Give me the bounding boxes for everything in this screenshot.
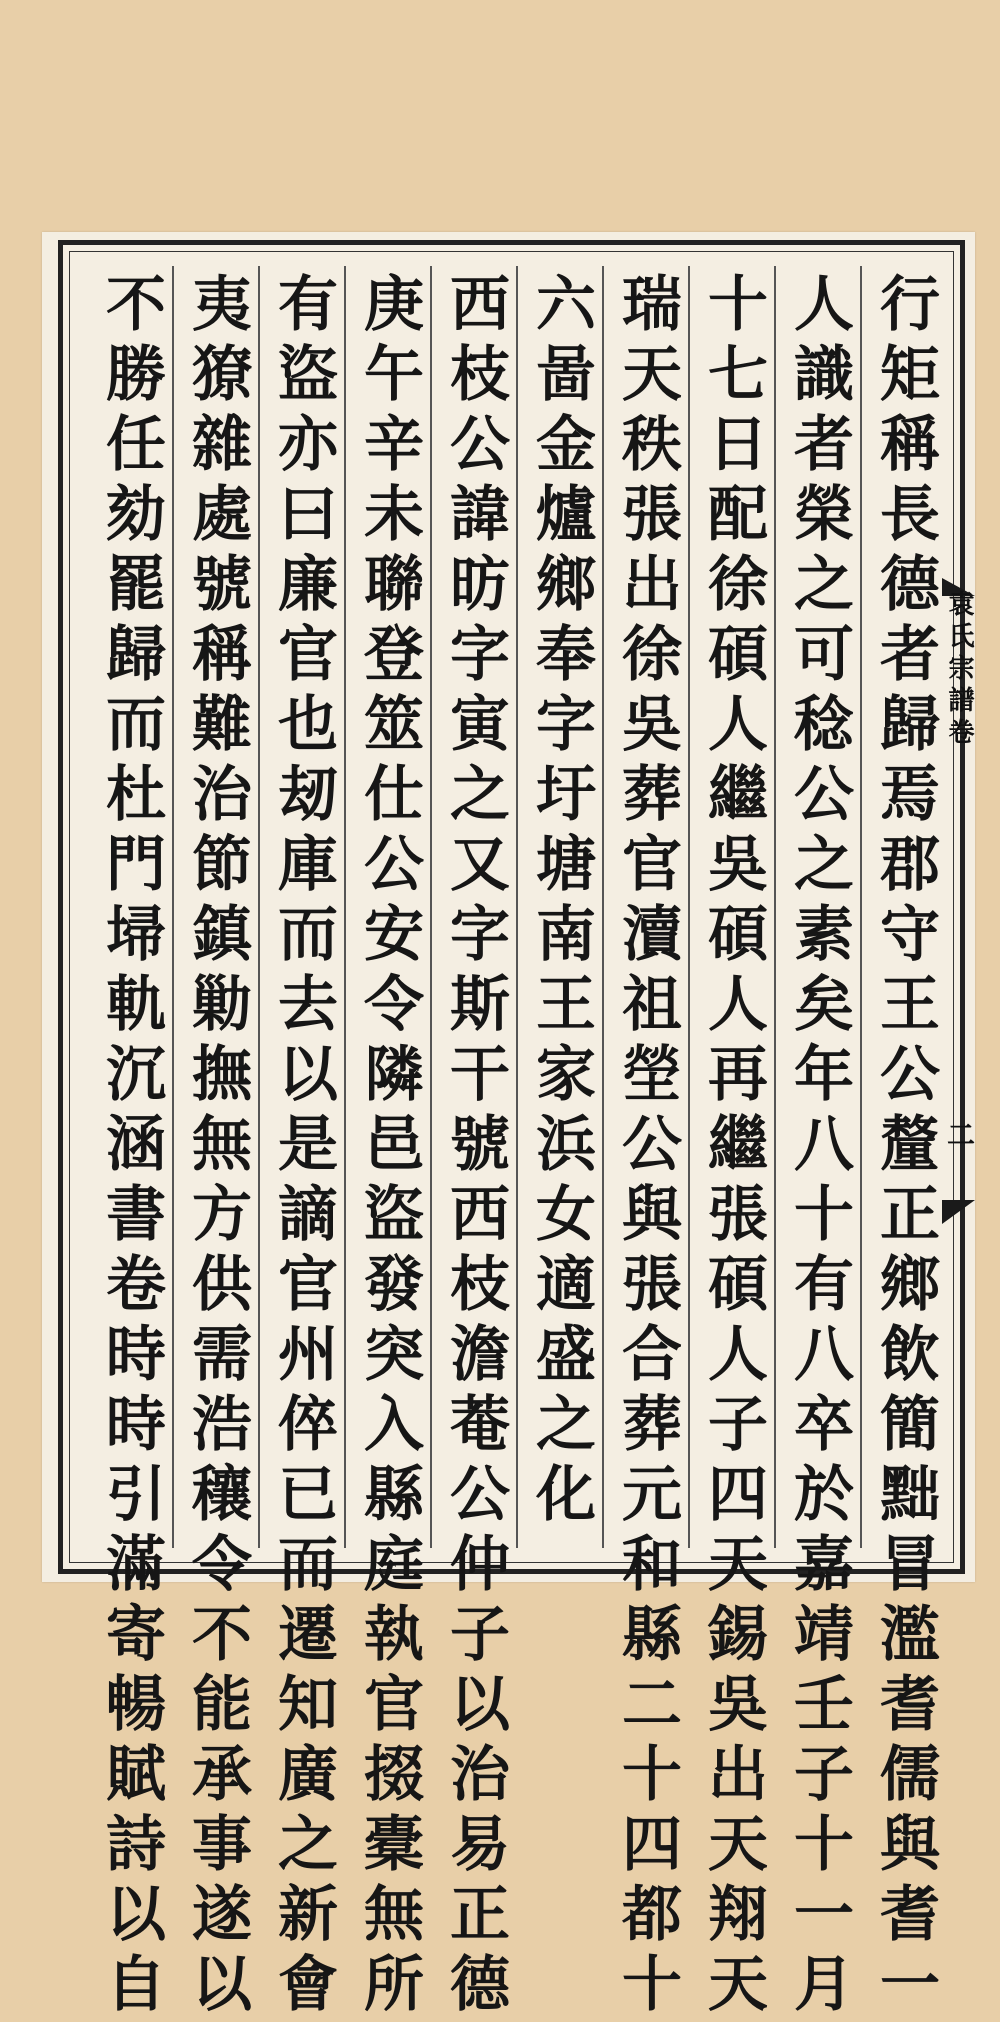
fish-tail-bottom-mark — [942, 1200, 975, 1224]
column-divider — [860, 266, 862, 1548]
banxin-strip — [942, 240, 975, 1574]
page-border-frame — [58, 240, 965, 2022]
column-divider — [774, 266, 776, 1548]
text-column-9: 夷獠雜處號稱難治節鎮勦撫無方供需浩穰令不能承事遂以 — [182, 272, 252, 2022]
text-column-5: 六啚金爐鄉奉字圩塘南王家浜女適盛之化 — [526, 272, 596, 1532]
text-column-1: 行矩稱長德者歸焉郡守王公釐正鄉飲簡黜冒濫耆儒與耆一 — [870, 272, 940, 2022]
book-page — [42, 232, 976, 2022]
text-column-4: 瑞天秩張出徐吳葬官瀆祖塋公與張合葬元和縣二十四都十 — [612, 272, 682, 2022]
text-column-2: 人識者榮之可稔公之素矣年八十有八卒於嘉靖壬子十一月 — [784, 272, 854, 2022]
text-column-10: 不勝任劾罷歸而杜門埽軌沉涵書卷時時引滿寄暢賦詩以自 — [96, 272, 166, 2022]
text-column-3: 十七日配徐碩人繼吳碩人再繼張碩人子四天錫吳出天翔天 — [698, 272, 768, 2022]
column-divider — [344, 266, 346, 1548]
text-column-7: 庚午辛未聯登筮仕公安令隣邑盜發突入縣庭執官掇橐無所 — [354, 272, 424, 2022]
banxin-page-number: 二 — [943, 1120, 976, 1156]
column-divider — [688, 266, 690, 1548]
page-inner-border — [69, 251, 954, 2022]
column-divider — [516, 266, 518, 1548]
banxin-title: 袁氏宗譜卷 — [944, 590, 974, 750]
column-divider — [258, 266, 260, 1548]
column-divider — [172, 266, 174, 1548]
text-column-6: 西枝公諱昉字寅之又字斯干號西枝澹菴公仲子以治易正德 — [440, 272, 510, 2022]
column-divider — [602, 266, 604, 1548]
text-column-8: 有盜亦曰廉官也刼庫而去以是謫官州倅已而遷知廣之新會 — [268, 272, 338, 2022]
column-divider — [430, 266, 432, 1548]
